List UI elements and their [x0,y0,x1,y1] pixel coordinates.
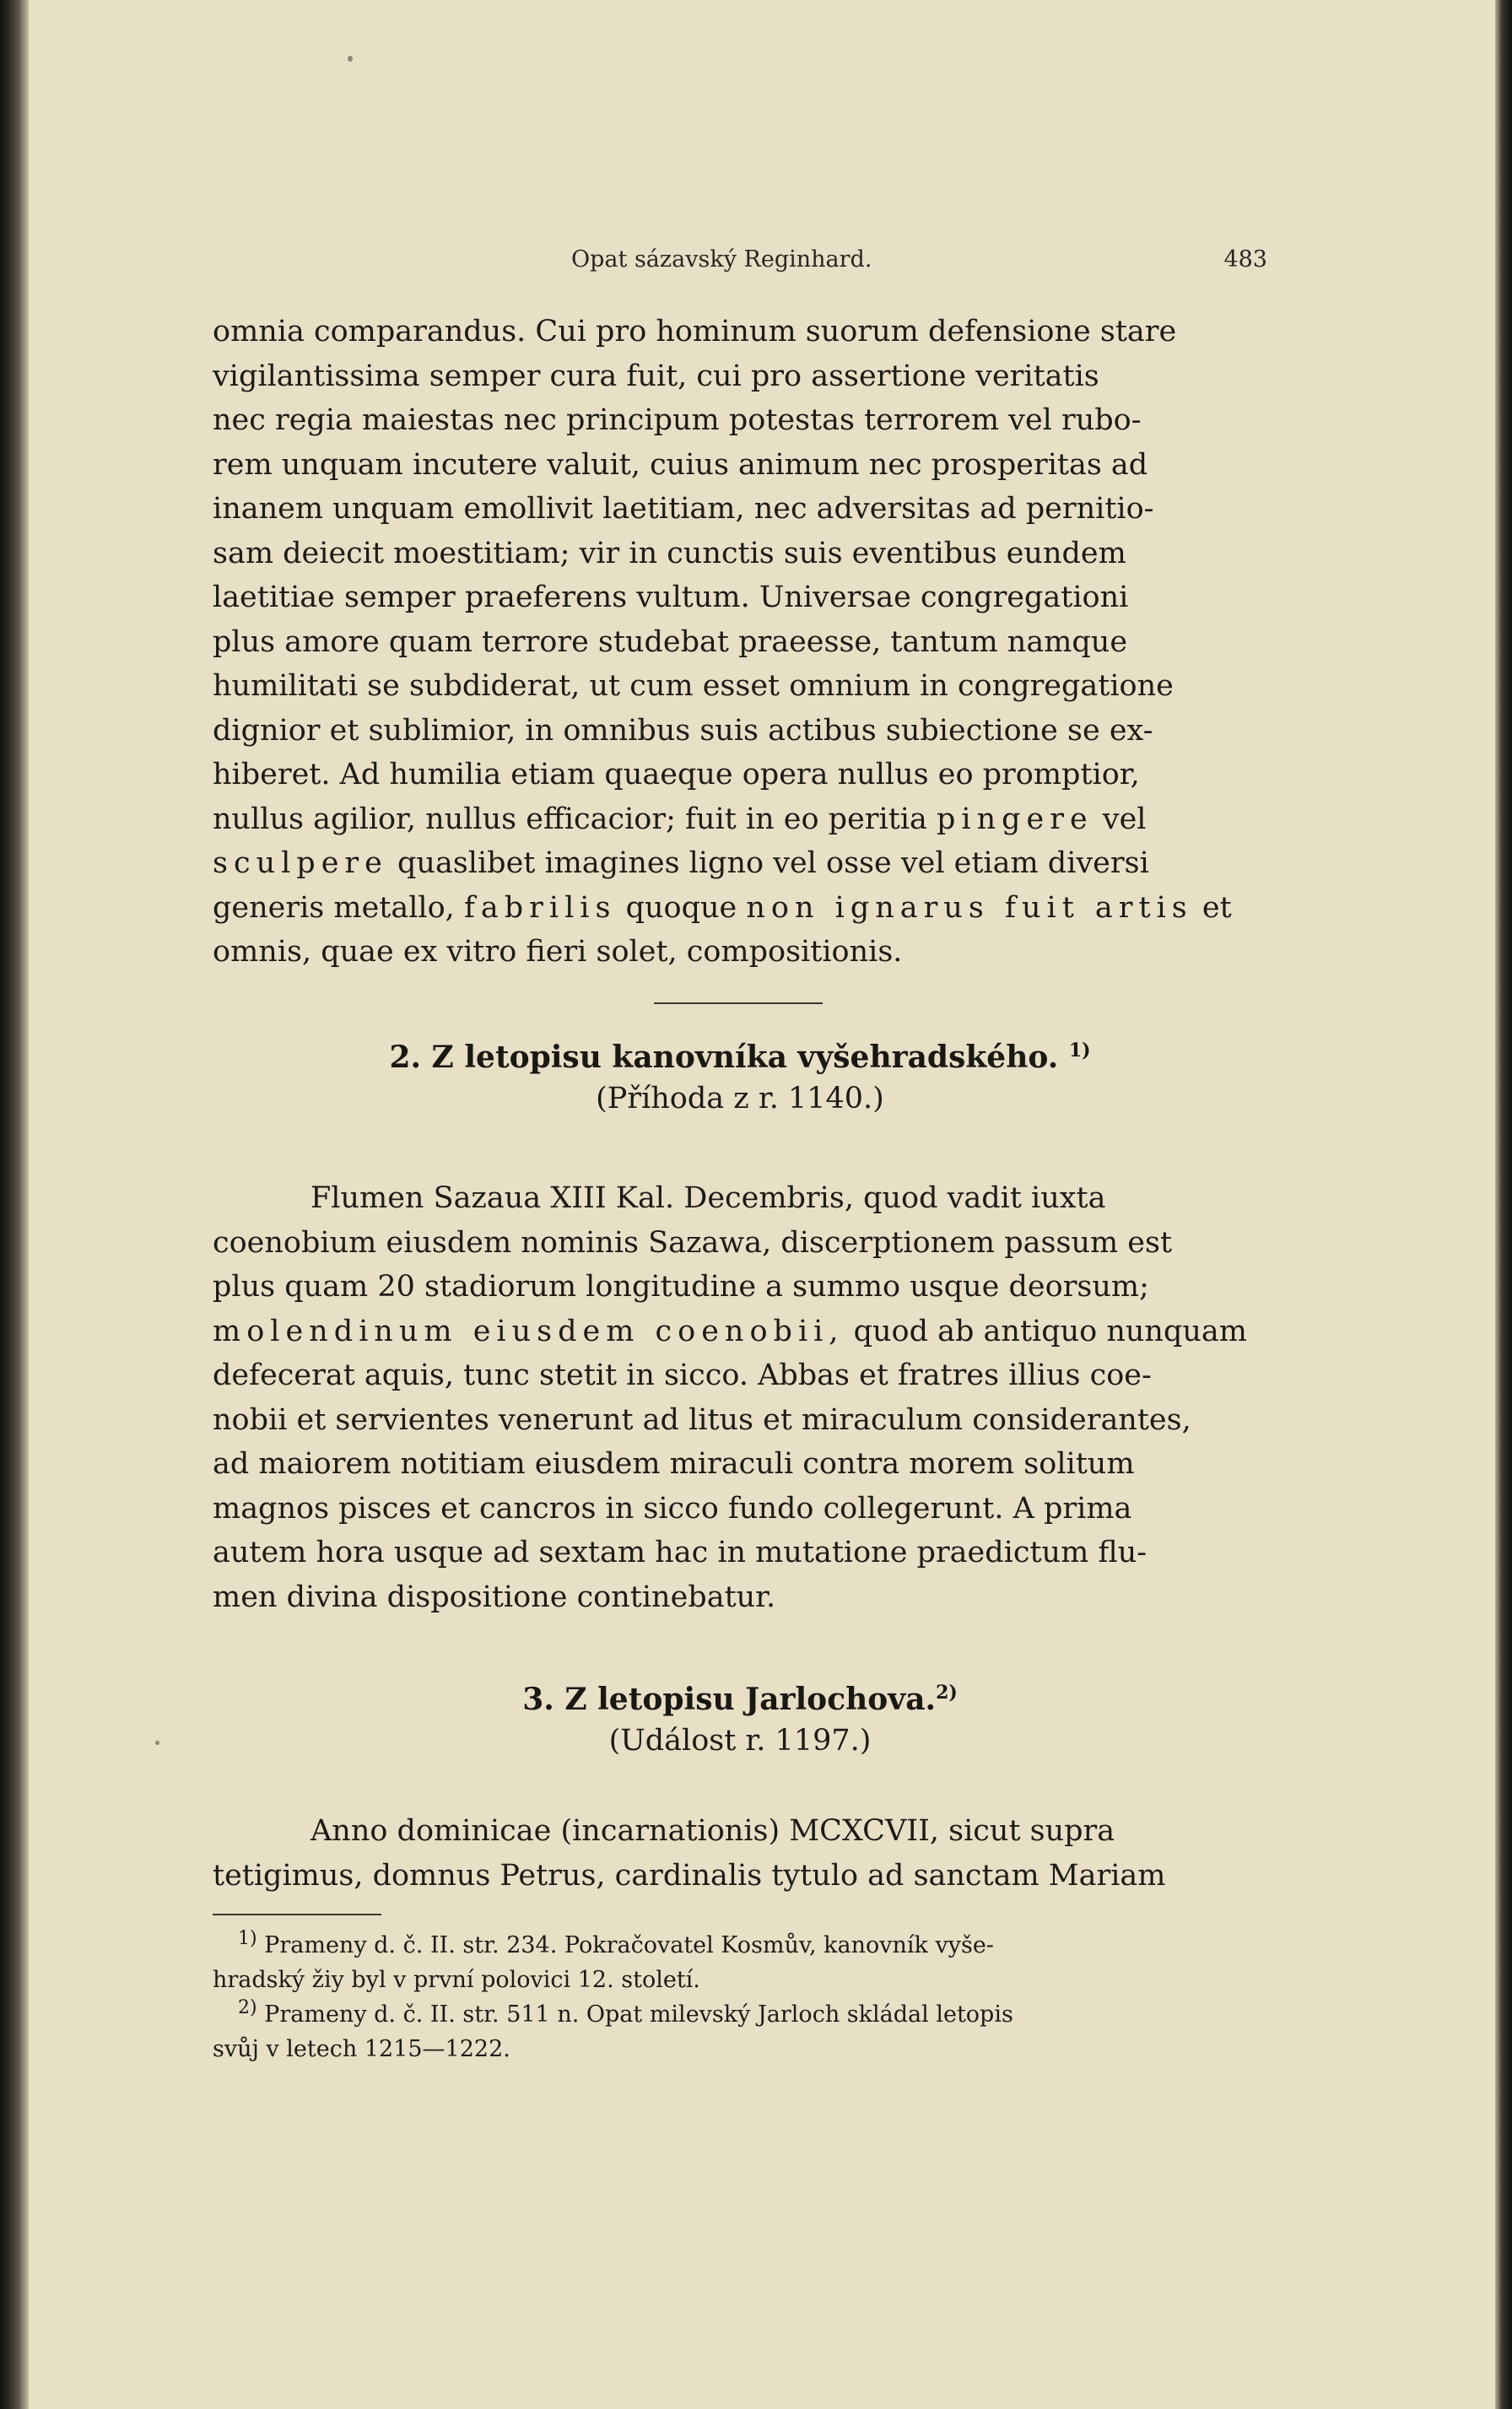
text-line: coenobium eiusdem nominis Sazawa, discerptionem passum est [213,1225,1173,1260]
text-run: et [1192,890,1232,925]
text-run: quaslibet imagines ligno vel osse vel etiam diversi [387,846,1149,880]
text-run: quod ab antiquo nunquam [844,1314,1247,1348]
footnote-2-cont: svůj v letech 1215—1222. [213,2036,510,2062]
text-line: men divina dispositione continebatur. [213,1580,776,1614]
footnote-ref: 1) [1068,1040,1091,1061]
text-line: autem hora usque ad sextam hac in mutatione praedictum flu- [213,1536,1148,1569]
section-subheading: (Příhoda z r. 1140.) [596,1082,884,1115]
footnote-1 [213,1928,1267,1963]
footnote-mark: 2) [238,1997,257,2018]
footnote-text: Prameny d. č. II. str. 234. Pokračovatel Kosmův, kanovník vyše- [256,1932,994,1958]
text-line: plus quam 20 stadiorum longitudine a summo usque deorsum; [213,1270,1149,1304]
section-heading [213,1040,1267,1075]
footnote-mark: 1) [238,1928,257,1949]
running-head-title: Opat sázavský Reginhard. [571,246,872,273]
section-heading [213,1682,1267,1717]
text-line: vigilantissima semper cura fuit, cui pro assertione veritatis [213,359,1099,393]
section-subheading: (Událost r. 1197.) [608,1724,872,1758]
text-line: rem unquam incutere valuit, cuius animum nec prosperitas ad [213,447,1148,482]
running-head [213,246,1267,280]
text-run: generis metallo, [213,890,464,925]
section2-body [213,1176,1267,1619]
text-line [213,797,1267,842]
footnote-text: Prameny d. č. II. str. 511 n. Opat milevský Jarloch skládal letopis [256,2001,1013,2028]
text-line: humilitati se subdiderat, ut cum esset omnium in congregatione [213,669,1174,703]
text-line: inanem unquam emollivit laetitiam, nec adversitas ad pernitio- [213,492,1154,526]
text-line: hiberet. Ad humilia etiam quaeque opera nullus eo promptior, [213,758,1140,791]
text-run: vel [1093,802,1147,836]
footnote-1-cont: hradský žiy byl v první polovici 12. století. [213,1967,700,1993]
heading-text: 3. Z letopisu Jarlochova. [522,1682,937,1717]
footnotes [213,1928,1267,2066]
footnote-divider [213,1914,381,1915]
paper-speck [155,1741,159,1745]
text-line: omnia comparandus. Cui pro hominum suorum defensione stare [213,315,1177,348]
text-line: defecerat aquis, tunc stetit in sicco. Abbas et fratres illius coe- [213,1358,1152,1392]
footnote-ref: 2) [936,1682,958,1704]
paper-speck [348,56,353,62]
text-line: magnos pisces et cancros in sicco fundo collegerunt. A prima [213,1491,1132,1526]
text-line: plus amore quam terrore studebat praeesse, tantum namque [213,624,1128,659]
heading-text: 2. Z letopisu kanovníka vyšehradského. [389,1040,1059,1075]
text-line: nec regia maiestas nec principum potestas terrorem vel rubo- [213,403,1142,437]
text-run: nullus agilior, nullus efficacior; fuit in eo peritia [213,802,937,836]
page-number: 483 [1223,246,1267,273]
section1-body [213,310,1267,975]
text-line: Flumen Sazaua XIII Kal. Decembris, quod vadit iuxta [310,1181,1106,1215]
text-line [213,841,1267,886]
text-line: dignior et sublimior, in omnibus suis actibus subiectione se ex- [213,713,1153,748]
text-line: ad maiorem notitiam eiusdem miraculi contra morem solitum [213,1447,1135,1481]
text-run: quoque [616,890,747,925]
spaced-emphasis: molendinum eiusdem coenobii, [213,1314,845,1348]
book-spine-edge [0,0,29,2409]
text-line: tetigimus, domnus Petrus, cardinalis tytulo ad sanctam Mariam [213,1858,1166,1893]
spaced-emphasis: fabrilis [463,890,617,925]
section-divider [654,1002,823,1004]
section2-header [213,1040,1267,1115]
text-line: laetitiae semper praeferens vultum. Universae congregationi [213,581,1129,614]
text-line: Anno dominicae (incarnationis) MCXCVII, sicut supra [310,1814,1115,1848]
section3-header [213,1682,1267,1758]
text-line [213,886,1267,931]
text-line [213,1310,1267,1354]
text-line: nobii et servientes venerunt ad litus et miraculum considerantes, [213,1402,1191,1437]
page-right-edge [1495,0,1512,2409]
text-line: sam deiecit moestitiam; vir in cunctis suis eventibus eundem [213,536,1126,570]
spaced-emphasis: sculpere [213,846,388,880]
text-line: omnis, quae ex vitro fieri solet, compositionis. [213,935,903,969]
spaced-emphasis: pingere [936,802,1094,836]
section3-body [213,1809,1267,1898]
footnote-2 [213,1997,1267,2032]
spaced-emphasis: non ignarus fuit artis [746,890,1193,925]
